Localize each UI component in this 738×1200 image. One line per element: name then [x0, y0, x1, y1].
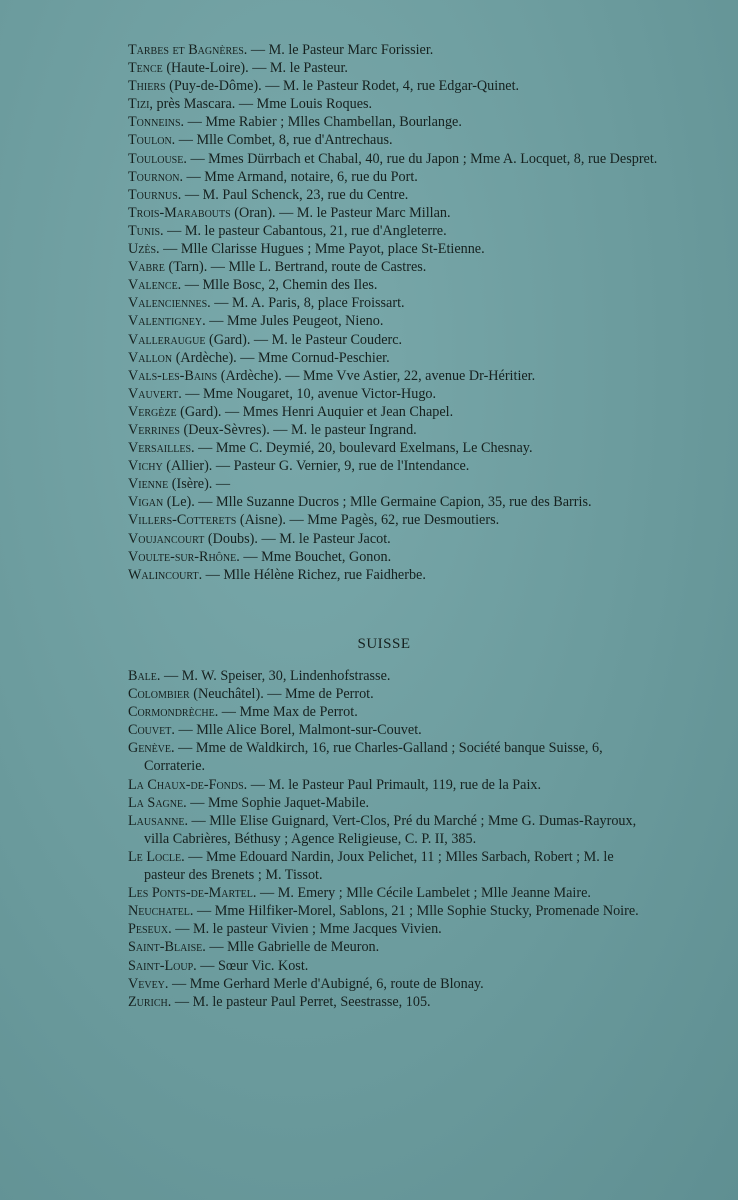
entry-text: — M. le pasteur Vivien ; Mme Jacques Vivien.	[171, 921, 442, 938]
entry-text: — M. A. Paris, 8, place Froissart.	[210, 295, 405, 312]
list-entry	[128, 222, 658, 240]
entry-text: — Mme Max de Perrot.	[218, 704, 358, 721]
entry-place: Valence.	[128, 277, 182, 294]
france-list	[128, 41, 658, 584]
entry-text: (Gard). — M. le Pasteur Couderc.	[205, 331, 403, 348]
entry-text: — Mme Sophie Jaquet-Mabile.	[186, 794, 370, 811]
entry-place: La Chaux-de-Fonds.	[128, 776, 248, 793]
entry-place: Saint-Loup.	[128, 957, 197, 974]
list-entry	[128, 150, 658, 168]
list-entry	[128, 920, 658, 938]
entry-place: Tonneins.	[128, 114, 185, 131]
list-entry	[128, 403, 658, 421]
entry-text: (Gard). — Mmes Henri Auquier et Jean Chapel.	[176, 403, 454, 420]
entry-place: Vevey.	[128, 975, 169, 992]
entry-text: — M. le pasteur Paul Perret, Seestrasse, 105.	[171, 993, 431, 1010]
list-entry	[128, 59, 658, 77]
entry-place: Villers-Cotterets	[128, 512, 237, 529]
entry-place: Trois-Marabouts	[128, 204, 231, 221]
list-entry	[128, 938, 658, 956]
entry-place: La Sagne.	[128, 794, 187, 811]
list-entry	[128, 993, 658, 1011]
section-heading-suisse: SUISSE	[357, 636, 411, 652]
entry-place: Le Locle.	[128, 848, 185, 865]
entry-place: Saint-Blaise.	[128, 939, 206, 956]
entry-place: Thiers	[128, 78, 166, 95]
entry-text: (Oran). — M. le Pasteur Marc Millan.	[230, 204, 451, 221]
entry-place: Valleraugue	[128, 331, 206, 348]
list-entry	[128, 902, 658, 920]
list-entry	[128, 776, 658, 794]
entry-place: Vichy	[128, 458, 163, 475]
list-entry	[128, 331, 658, 349]
entry-text: — M. Emery ; Mlle Cécile Lambelet ; Mlle Jeanne Maire.	[256, 885, 591, 902]
list-entry	[128, 439, 658, 457]
entry-text: — Mme Rabier ; Mlles Chambellan, Bourlange.	[184, 114, 462, 131]
entry-text: (Tarn). — Mlle L. Bertrand, route de Castres.	[164, 259, 427, 276]
list-entry	[128, 367, 658, 385]
list-entry	[128, 566, 658, 584]
entry-place: Toulon.	[128, 132, 176, 149]
entry-place: Vallon	[128, 349, 173, 366]
list-entry	[128, 493, 658, 511]
entry-text: — Mme C. Deymié, 20, boulevard Exelmans, Le Chesnay.	[194, 440, 533, 457]
list-entry	[128, 957, 658, 975]
list-entry	[128, 186, 658, 204]
list-entry	[128, 258, 658, 276]
entry-text: (Neuchâtel). — Mme de Perrot.	[189, 686, 374, 703]
entry-place: Toulouse.	[128, 150, 187, 167]
list-entry	[128, 475, 658, 493]
entry-place: Walincourt.	[128, 566, 203, 583]
entry-text: (Le). — Mlle Suzanne Ducros ; Mlle Germaine Capion, 35, rue des Barris.	[163, 494, 592, 511]
list-entry	[128, 548, 658, 566]
list-entry	[128, 204, 658, 222]
entry-text: — M. W. Speiser, 30, Lindenhofstrasse.	[160, 668, 391, 684]
entry-text: — M. le Pasteur Marc Forissier.	[247, 42, 434, 58]
list-entry	[128, 848, 658, 884]
entry-place: Couvet.	[128, 722, 175, 739]
list-entry	[128, 739, 658, 775]
entry-place: Tunis.	[128, 222, 164, 239]
list-entry	[128, 794, 658, 812]
entry-place: Neuchatel.	[128, 903, 194, 920]
entry-text: — Mlle Gabrielle de Meuron.	[205, 939, 380, 956]
list-entry	[128, 812, 658, 848]
entry-place: Tournon.	[128, 168, 183, 185]
list-entry	[128, 721, 658, 739]
entry-text: — Mlle Hélène Richez, rue Faidherbe.	[202, 566, 426, 583]
entry-place: Peseux.	[128, 921, 172, 938]
entry-text: — M. le Pasteur Paul Primault, 119, rue de la Paix.	[247, 776, 542, 793]
entry-text: — Mme Bouchet, Gonon.	[239, 548, 392, 565]
entry-place: Cormondrèche.	[128, 704, 219, 721]
list-entry	[128, 95, 658, 113]
entry-text: — Mlle Clarisse Hugues ; Mme Payot, place St-Etienne.	[159, 241, 485, 258]
entry-place: Vienne	[128, 476, 169, 493]
entry-text: — Mlle Alice Borel, Malmont-sur-Couvet.	[174, 722, 422, 739]
entry-place: Tizi,	[128, 96, 153, 113]
entry-text: (Deux-Sèvres). — M. le pasteur Ingrand.	[179, 421, 417, 438]
list-entry	[128, 276, 658, 294]
entry-text: — Mme Armand, notaire, 6, rue du Port.	[183, 168, 418, 185]
entry-place: Les Ponts-de-Martel.	[128, 885, 257, 902]
entry-place: Tournus.	[128, 186, 182, 203]
entry-text: (Doubs). — M. le Pasteur Jacot.	[204, 530, 391, 547]
entry-text: — Mme Jules Peugeot, Nieno.	[205, 313, 384, 330]
list-entry	[128, 294, 658, 312]
entry-text: (Haute-Loire). — M. le Pasteur.	[162, 60, 348, 77]
list-entry	[128, 667, 658, 685]
entry-text: — Mlle Elise Guignard, Vert-Clos, Pré du Marché ; Mme G. Dumas-Rayroux, villa Cabrières, Béthusy ; Agence Religieuse, C. P. II, 385.	[144, 812, 637, 847]
entry-place: Versailles.	[128, 440, 195, 457]
entry-place: Vabre	[128, 259, 165, 276]
list-entry	[128, 349, 658, 367]
entry-text: — Mlle Combet, 8, rue d'Antrechaus.	[175, 132, 393, 149]
entry-place: Vals-les-Bains	[128, 367, 218, 384]
entry-text: — Mme de Waldkirch, 16, rue Charles-Galland ; Société banque Suisse, 6, Corraterie.	[144, 740, 603, 775]
list-entry	[128, 511, 658, 529]
list-entry	[128, 975, 658, 993]
entry-text: près Mascara. — Mme Louis Roques.	[152, 96, 373, 113]
entry-place: Uzès.	[128, 241, 160, 258]
entry-place: Tence	[128, 60, 163, 77]
entry-place: Vauvert.	[128, 385, 182, 402]
list-entry	[128, 41, 658, 59]
entry-text: — Mme Hilfiker-Morel, Sablons, 21 ; Mlle Sophie Stucky, Promenade Noire.	[193, 903, 639, 920]
entry-place: Tarbes et Bagnères.	[128, 42, 248, 58]
list-entry	[128, 685, 658, 703]
entry-text: (Puy-de-Dôme). — M. le Pasteur Rodet, 4, rue Edgar-Quinet.	[165, 78, 520, 95]
list-entry	[128, 240, 658, 258]
entry-text: (Aisne). — Mme Pagès, 62, rue Desmoutiers.	[236, 512, 500, 529]
entry-place: Genève.	[128, 740, 175, 757]
entry-text: — M. Paul Schenck, 23, rue du Centre.	[181, 186, 409, 203]
entry-place: Vigan	[128, 494, 164, 511]
entry-text: — Mmes Dürrbach et Chabal, 40, rue du Japon ; Mme A. Locquet, 8, rue Despret.	[186, 150, 658, 167]
list-entry	[128, 884, 658, 902]
entry-text: (Ardèche). — Mme Cornud-Peschier.	[172, 349, 390, 366]
entry-place: Voujancourt	[128, 530, 205, 547]
suisse-list	[128, 667, 658, 1011]
entry-place: Verrines	[128, 421, 180, 438]
entry-place: Valenciennes.	[128, 295, 211, 312]
entry-text: — Sœur Vic. Kost.	[196, 957, 309, 974]
list-entry	[128, 530, 658, 548]
entry-place: Vergèze	[128, 403, 177, 420]
entry-place: Bale.	[128, 668, 161, 684]
entry-place: Voulte-sur-Rhône.	[128, 548, 240, 565]
entry-place: Zurich.	[128, 993, 172, 1010]
entry-place: Lausanne.	[128, 812, 188, 829]
entry-text: — Mme Gerhard Merle d'Aubigné, 6, route de Blonay.	[168, 975, 484, 992]
entry-place: Valentigney.	[128, 313, 206, 330]
list-entry	[128, 77, 658, 95]
entry-place: Colombier	[128, 686, 190, 703]
list-entry	[128, 113, 658, 131]
entry-text: — Mme Edouard Nardin, Joux Pelichet, 11 ; Mlles Sarbach, Robert ; M. le pasteur des Brenets ; M. Tissot.	[144, 848, 614, 884]
list-entry	[128, 312, 658, 330]
entry-text: — Mme Nougaret, 10, avenue Victor-Hugo.	[181, 385, 437, 402]
list-entry	[128, 457, 658, 475]
list-entry	[128, 385, 658, 403]
entry-text: — Mlle Bosc, 2, Chemin des Iles.	[181, 277, 378, 294]
list-entry	[128, 421, 658, 439]
list-entry	[128, 168, 658, 186]
entry-text: (Ardèche). — Mme Vve Astier, 22, avenue Dr-Héritier.	[217, 367, 536, 384]
list-entry	[128, 703, 658, 721]
entry-text: — M. le pasteur Cabantous, 21, rue d'Angleterre.	[163, 222, 447, 239]
entry-text: (Isère). —	[168, 476, 231, 493]
list-entry	[128, 131, 658, 149]
entry-text: (Allier). — Pasteur G. Vernier, 9, rue de l'Intendance.	[162, 458, 470, 475]
